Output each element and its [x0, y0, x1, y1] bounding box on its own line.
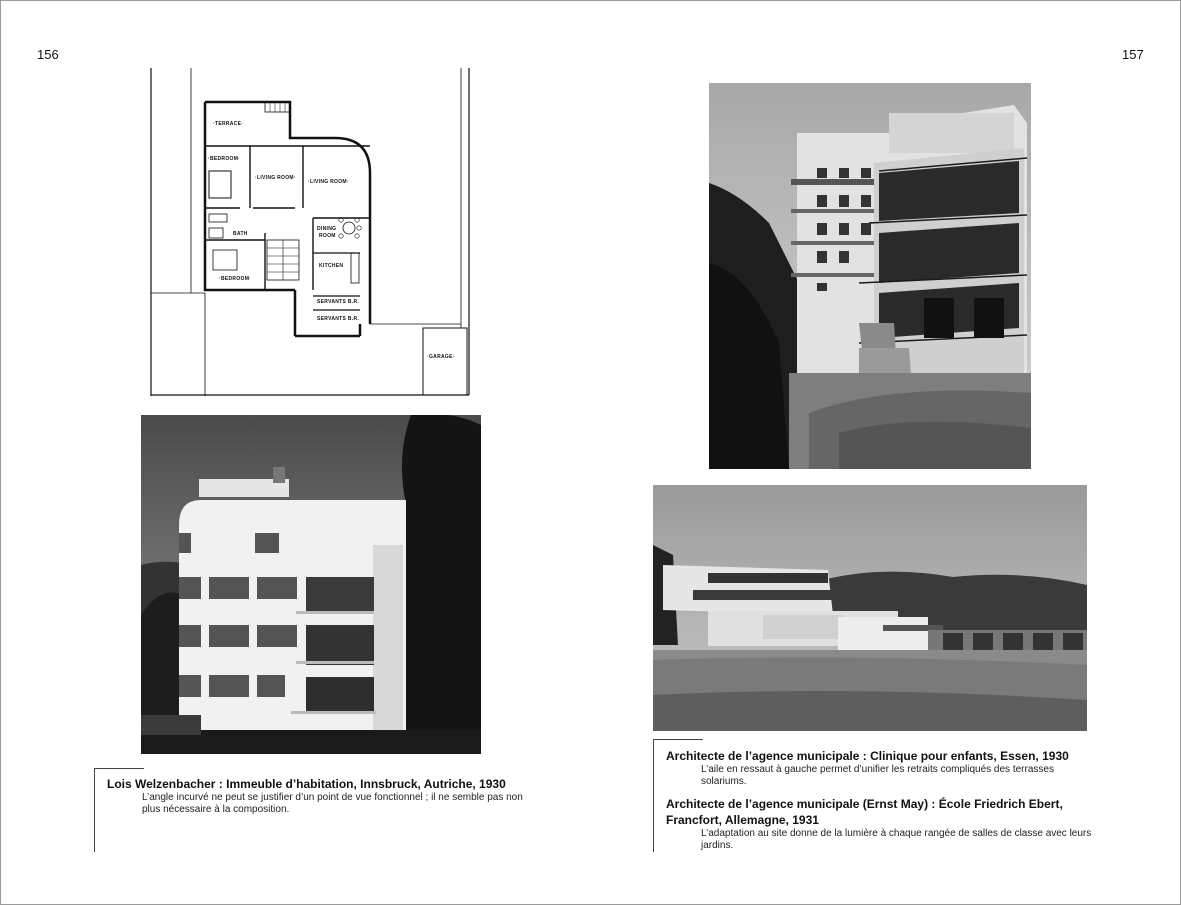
plan-label-dining: DINING — [317, 226, 337, 232]
page-number-left: 156 — [37, 47, 59, 62]
plan-label-bath: BATH — [233, 231, 248, 237]
photo-frankfurt-school — [653, 485, 1087, 731]
plan-label-dining-room: ROOM — [319, 233, 336, 239]
caption-right-1-text: L’aile en ressaut à gauche permet d’unifier les retraits compliqués des terrasses solariums. — [701, 764, 1054, 787]
caption-rule-left-top — [94, 768, 144, 769]
photo-innsbruck-building — [141, 415, 481, 754]
caption-right-2-text: L’adaptation au site donne de la lumière à chaque rangée de salles de classe avec leurs jardins. — [701, 828, 1092, 851]
plan-label-garage: ·GARAGE· — [427, 354, 455, 360]
photo-essen-clinic — [709, 83, 1031, 469]
caption-rule-right-top — [653, 739, 703, 740]
caption-right-1 — [666, 748, 1096, 788]
plan-label-servants-1: SERVANTS B.R. — [317, 299, 360, 305]
plan-label-terrace: ·TERRACE· — [213, 121, 244, 127]
caption-rule-right — [653, 739, 654, 852]
plan-label-kitchen: KITCHEN — [319, 263, 344, 269]
plan-label-bedroom: ·BEDROOM· — [208, 156, 241, 162]
page-number-right: 157 — [1122, 47, 1144, 62]
caption-left — [107, 776, 537, 816]
caption-right-2 — [666, 796, 1096, 852]
caption-right-2-title: Architecte de l’agence municipale (Ernst May) : École Friedrich Ebert, Francfort, Allemagne, 1931 — [666, 797, 1063, 827]
floor-plan — [145, 68, 475, 398]
caption-left-title: Lois Welzenbacher : Immeuble d’habitation, Innsbruck, Autriche, 1930 — [107, 777, 506, 791]
caption-rule-left — [94, 768, 95, 852]
plan-label-servants-2: SERVANTS B.R. — [317, 316, 360, 322]
plan-label-living-room: ·LIVING ROOM· — [255, 175, 296, 181]
caption-right-1-title: Architecte de l’agence municipale : Clinique pour enfants, Essen, 1930 — [666, 749, 1069, 763]
plan-label-living-room-2: ·LIVING ROOM· — [308, 179, 349, 185]
caption-left-text: L’angle incurvé ne peut se justifier d’un point de vue fonctionnel ; il ne semble pas non plus nécessaire à la composition. — [142, 792, 523, 815]
plan-label-bedroom-2: ·BEDROOM· — [219, 276, 252, 282]
